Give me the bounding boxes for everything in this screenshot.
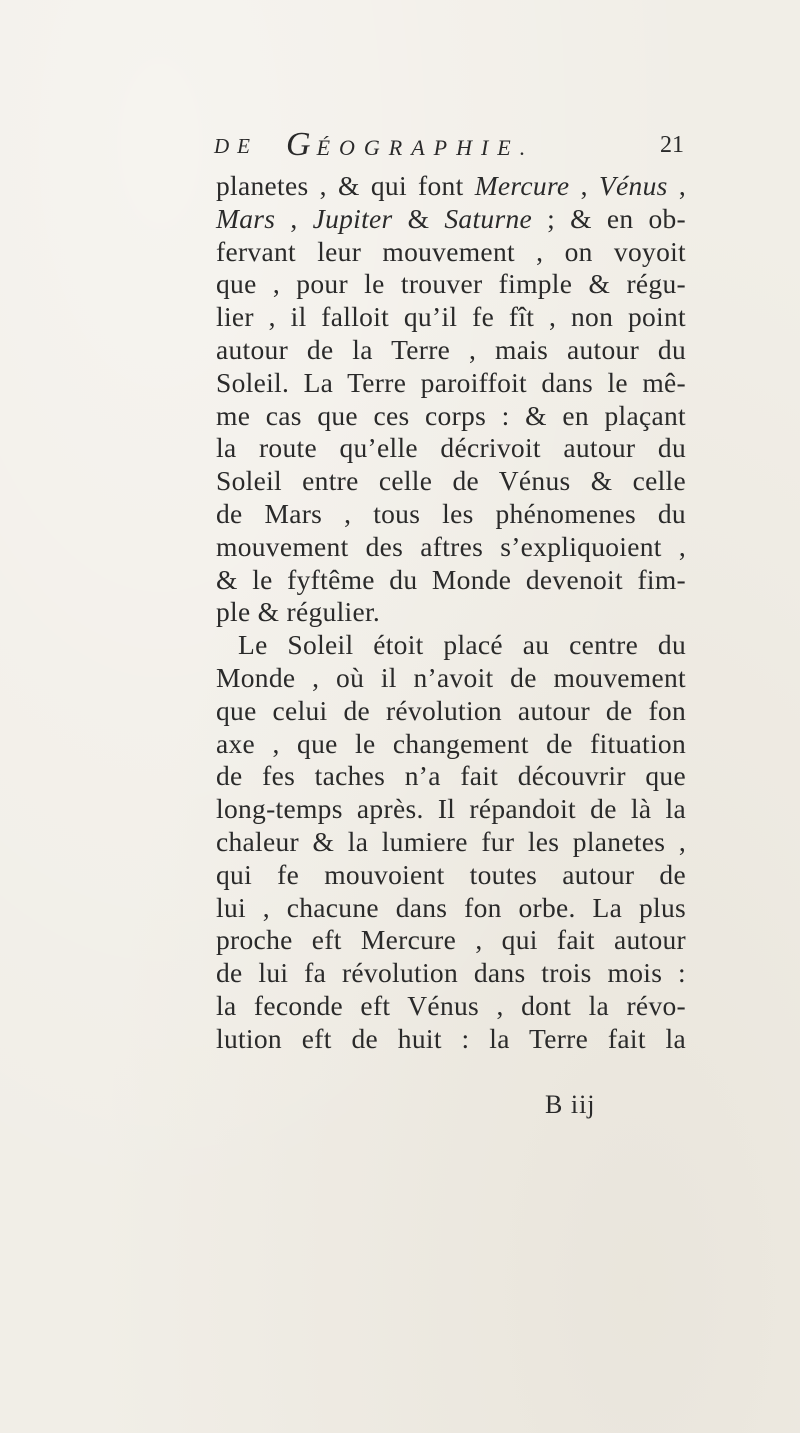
text-segment: lution eft de huit : la Terre fait la xyxy=(216,1022,686,1054)
text-segment: la route qu’elle décrivoit autour du xyxy=(216,432,686,464)
text-line xyxy=(216,400,686,433)
text-segment: Soleil entre celle de Vénus & celle xyxy=(216,465,686,497)
text-segment: de lui fa révolution dans trois mois : xyxy=(216,957,686,989)
text-line xyxy=(216,793,686,826)
text-line xyxy=(216,268,686,301)
text-line xyxy=(216,957,686,990)
text-segment: qui fe mouvoient toutes autour de xyxy=(216,858,686,890)
text-segment: fervant leur mouvement , on voyoit xyxy=(216,235,686,267)
text-line xyxy=(216,564,686,597)
text-line xyxy=(216,1023,686,1056)
page-number: 21 xyxy=(660,132,684,158)
text-segment: autour de la Terre , mais autour du xyxy=(216,333,686,365)
text-segment: de fes taches n’a fait découvrir que xyxy=(216,760,686,792)
italic-text: Jupiter xyxy=(312,202,393,234)
signature-mark: B iij xyxy=(545,1090,596,1119)
text-line xyxy=(216,334,686,367)
text-line xyxy=(216,367,686,400)
text-line xyxy=(216,662,686,695)
text-segment: la feconde eft Vénus , dont la révo- xyxy=(216,989,686,1021)
italic-text: Vénus xyxy=(598,170,668,201)
text-segment: Monde , où il n’avoit de mouvement xyxy=(216,661,686,693)
text-segment: axe , que le changement de fituation xyxy=(216,727,686,759)
text-segment: planetes , & qui font xyxy=(216,170,475,201)
text-segment: long-temps après. Il répandoit de là la xyxy=(216,793,686,825)
italic-text: Mercure xyxy=(474,170,570,201)
text-line xyxy=(216,301,686,334)
text-segment: & le fyftême du Monde devenoit fim- xyxy=(216,563,686,595)
header-prefix: DE xyxy=(214,134,258,158)
body-text xyxy=(216,170,686,1056)
text-segment: lui , chacune dans fon orbe. La plus xyxy=(216,891,686,923)
text-line xyxy=(216,596,686,629)
text-line xyxy=(216,170,686,203)
text-line xyxy=(216,236,686,269)
text-segment: , xyxy=(569,170,599,201)
text-segment: , xyxy=(667,170,687,201)
text-line xyxy=(216,859,686,892)
text-segment: ; & en ob- xyxy=(532,202,686,234)
text-line xyxy=(216,924,686,957)
text-line xyxy=(216,531,686,564)
text-line xyxy=(216,826,686,859)
text-segment: chaleur & la lumiere fur les planetes , xyxy=(216,825,686,857)
text-line xyxy=(216,892,686,925)
text-line xyxy=(216,760,686,793)
text-segment: & xyxy=(392,202,445,234)
text-line xyxy=(216,498,686,531)
text-segment: lier , il falloit qu’il fe fît , non point xyxy=(216,301,686,333)
header-title xyxy=(286,126,534,164)
italic-text: Mars xyxy=(216,202,276,234)
running-header xyxy=(214,126,684,166)
text-segment: de Mars , tous les phénomenes du xyxy=(216,497,686,529)
italic-text: Saturne xyxy=(444,202,533,234)
header-title-rest: ÉOGRAPHIE. xyxy=(316,135,535,160)
text-line xyxy=(216,203,686,236)
text-line xyxy=(216,728,686,761)
text-segment: Le Soleil étoit placé au centre du xyxy=(238,629,686,661)
text-segment: , xyxy=(275,202,313,234)
text-segment: que celui de révolution autour de fon xyxy=(216,694,686,726)
text-line xyxy=(216,629,686,662)
text-segment: me cas que ces corps : & en plaçant xyxy=(216,399,686,431)
text-line xyxy=(216,432,686,465)
text-segment: ple & régulier. xyxy=(216,596,381,628)
text-line xyxy=(216,695,686,728)
text-segment: mouvement des aftres s’expliquoient , xyxy=(216,530,686,562)
text-segment: proche eft Mercure , qui fait autour xyxy=(216,924,686,956)
text-line xyxy=(216,465,686,498)
text-segment: Soleil. La Terre paroiffoit dans le mê- xyxy=(216,366,686,398)
text-line xyxy=(216,990,686,1023)
header-title-initial: G xyxy=(286,126,317,163)
text-segment: que , pour le trouver fimple & régu- xyxy=(216,268,686,300)
